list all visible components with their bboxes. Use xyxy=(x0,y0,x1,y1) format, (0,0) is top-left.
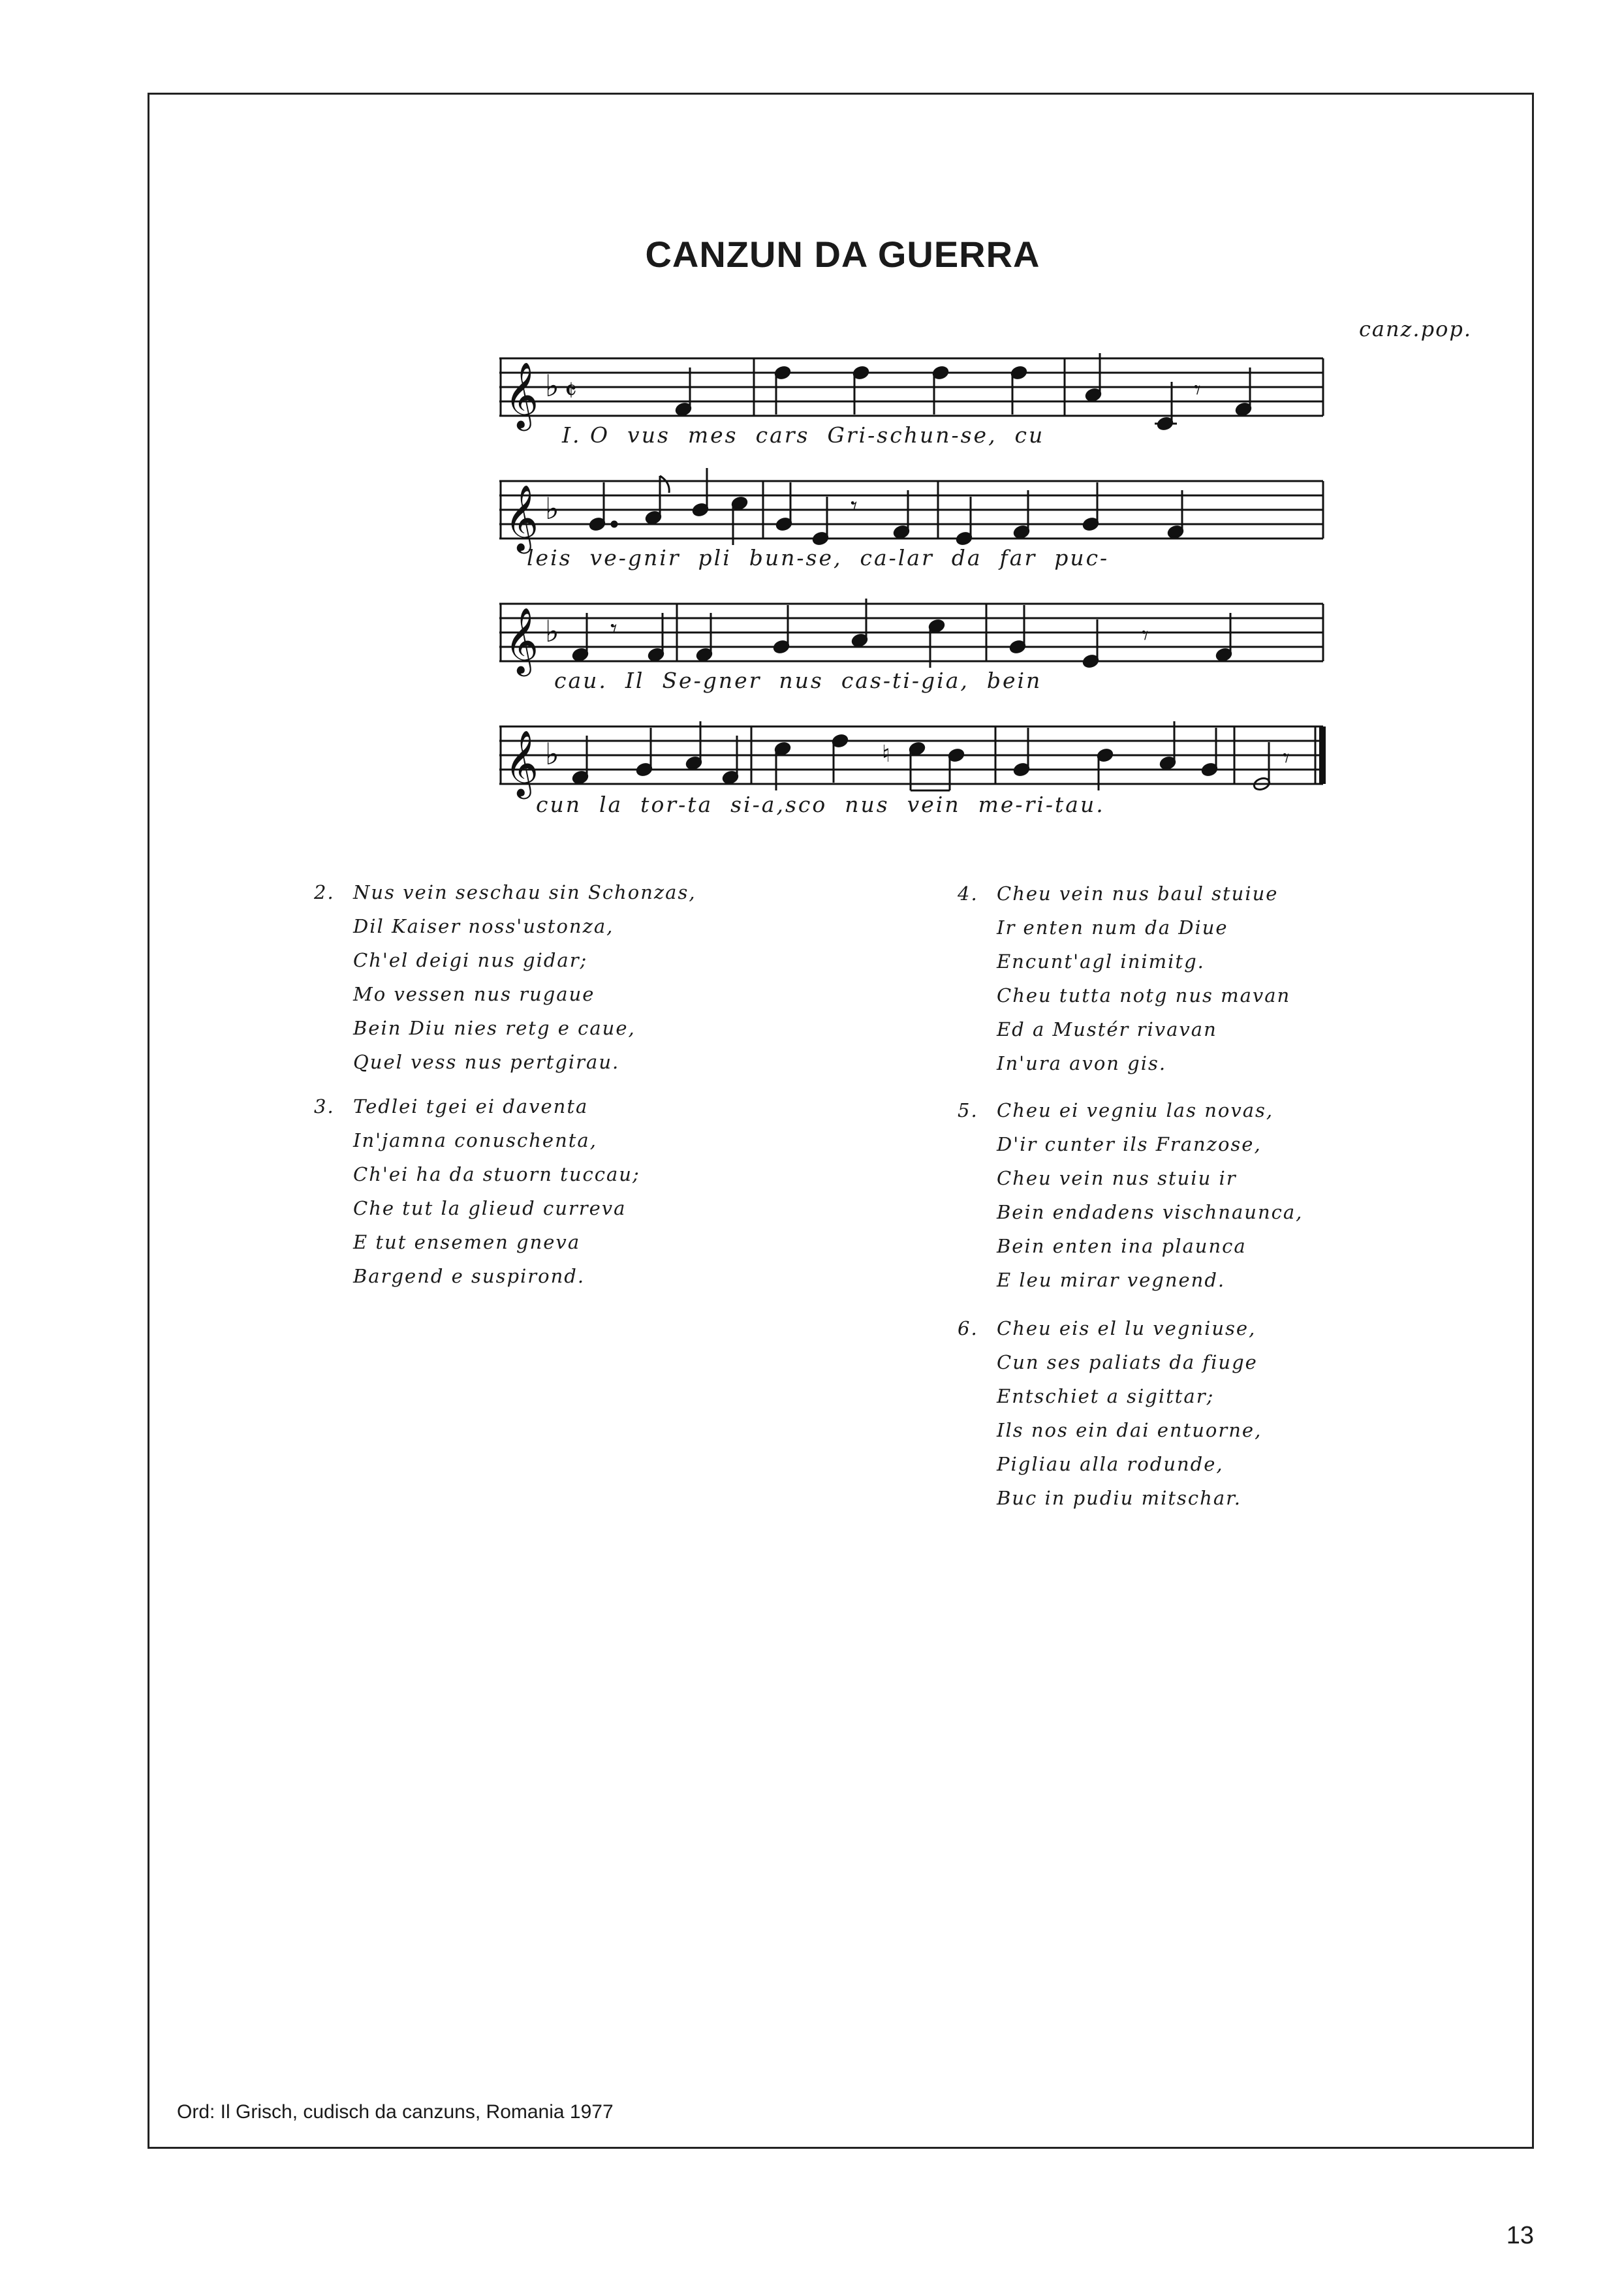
verse-line: Bein Diu nies retg e caue, xyxy=(353,1017,636,1039)
svg-text:♮: ♮ xyxy=(882,741,890,768)
verse-line: Bargend e suspirond. xyxy=(353,1265,586,1287)
song-title: CANZUN DA GUERRA xyxy=(645,234,1040,275)
lyric-line-4: cun la tor-ta si-a,sco nus vein me-ri-tau. xyxy=(536,792,1105,817)
svg-text:𝄞: 𝄞 xyxy=(505,361,539,428)
verse-line: Ed a Mustér rivavan xyxy=(997,1018,1217,1040)
page-frame xyxy=(148,93,1534,2149)
svg-text:𝄞: 𝄞 xyxy=(505,484,539,551)
svg-text:𝄾: 𝄾 xyxy=(851,492,858,522)
source-credit: Ord: Il Grisch, cudisch da canzuns, Romania 1977 xyxy=(177,2101,614,2123)
svg-text:𝄞: 𝄞 xyxy=(505,729,539,796)
verse-line: Dil Kaiser noss'ustonza, xyxy=(353,915,614,937)
verse-2 xyxy=(314,875,696,1079)
verse-4 xyxy=(958,877,1291,1080)
verse-line: Cun ses paliats da fiuge xyxy=(997,1351,1258,1373)
verse-number: 3. xyxy=(314,1095,335,1117)
svg-text:♭: ♭ xyxy=(545,614,559,649)
verse-number: 6. xyxy=(958,1317,978,1339)
verse-line: Ils nos ein dai entuorne, xyxy=(997,1419,1262,1441)
verse-number: 2. xyxy=(314,881,335,903)
verse-line: Cheu tutta notg nus mavan xyxy=(997,984,1291,1007)
verse-line: Ch'el deigi nus gidar; xyxy=(353,949,588,971)
svg-text:𝄾: 𝄾 xyxy=(1283,743,1290,773)
verse-line: E leu mirar vegnend. xyxy=(997,1269,1226,1291)
verse-line: Mo vessen nus rugaue xyxy=(353,983,595,1005)
verse-line: Cheu ei vegniu las novas, xyxy=(997,1099,1274,1121)
svg-text:♭: ♭ xyxy=(545,736,559,772)
verse-line: Buc in pudiu mitschar. xyxy=(997,1487,1242,1509)
lyric-line-3: cau. Il Se-gner nus cas-ti-gia, bein xyxy=(554,668,1042,693)
svg-text:𝄾: 𝄾 xyxy=(1194,375,1201,405)
verse-3 xyxy=(314,1089,640,1293)
lyric-line-1: I. O vus mes cars Gri-schun-se, cu xyxy=(562,422,1045,448)
verse-line: In'ura avon gis. xyxy=(997,1052,1167,1074)
verse-line: Che tut la glieud curreva xyxy=(353,1197,627,1219)
svg-text:♭: ♭ xyxy=(545,368,559,403)
verse-line: Cheu vein nus baul stuiue xyxy=(997,882,1279,905)
verse-line: Bein enten ina plaunca xyxy=(997,1235,1247,1257)
lyric-line-2: leis ve-gnir pli bun-se, ca-lar da far puc- xyxy=(527,545,1110,570)
verse-number: 5. xyxy=(958,1099,978,1121)
svg-text:𝄾: 𝄾 xyxy=(1142,621,1149,651)
verse-6 xyxy=(958,1311,1262,1515)
verse-line: Bein endadens vischnaunca, xyxy=(997,1201,1304,1223)
verse-line: Cheu eis el lu vegniuse, xyxy=(997,1317,1257,1339)
verse-line: Cheu vein nus stuiu ir xyxy=(997,1167,1237,1189)
verse-5 xyxy=(958,1093,1304,1297)
svg-text:𝄾: 𝄾 xyxy=(610,614,617,644)
svg-text:𝄵: 𝄵 xyxy=(565,375,577,407)
music-staff-4 xyxy=(499,719,1348,804)
verse-line: Nus vein seschau sin Schonzas, xyxy=(353,881,696,903)
verse-number: 4. xyxy=(958,882,978,905)
verse-line: Encunt'agl inimitg. xyxy=(997,950,1205,973)
verse-line: Tedlei tgei ei daventa xyxy=(353,1095,589,1117)
verse-line: D'ir cunter ils Franzose, xyxy=(997,1133,1262,1155)
composer-credit: canz.pop. xyxy=(1358,317,1472,341)
svg-text:♭: ♭ xyxy=(545,491,559,526)
verse-line: Pigliau alla rodunde, xyxy=(997,1453,1224,1475)
svg-text:𝄞: 𝄞 xyxy=(505,606,539,674)
verse-line: In'jamna conuschenta, xyxy=(353,1129,597,1151)
verse-line: E tut ensemen gneva xyxy=(353,1231,581,1253)
verse-line: Ir enten num da Diue xyxy=(997,916,1228,939)
verse-line: Ch'ei ha da stuorn tuccau; xyxy=(353,1163,640,1185)
verse-line: Quel vess nus pertgirau. xyxy=(353,1051,620,1073)
page-number: 13 xyxy=(1506,2222,1534,2249)
verse-line: Entschiet a sigittar; xyxy=(997,1385,1215,1407)
